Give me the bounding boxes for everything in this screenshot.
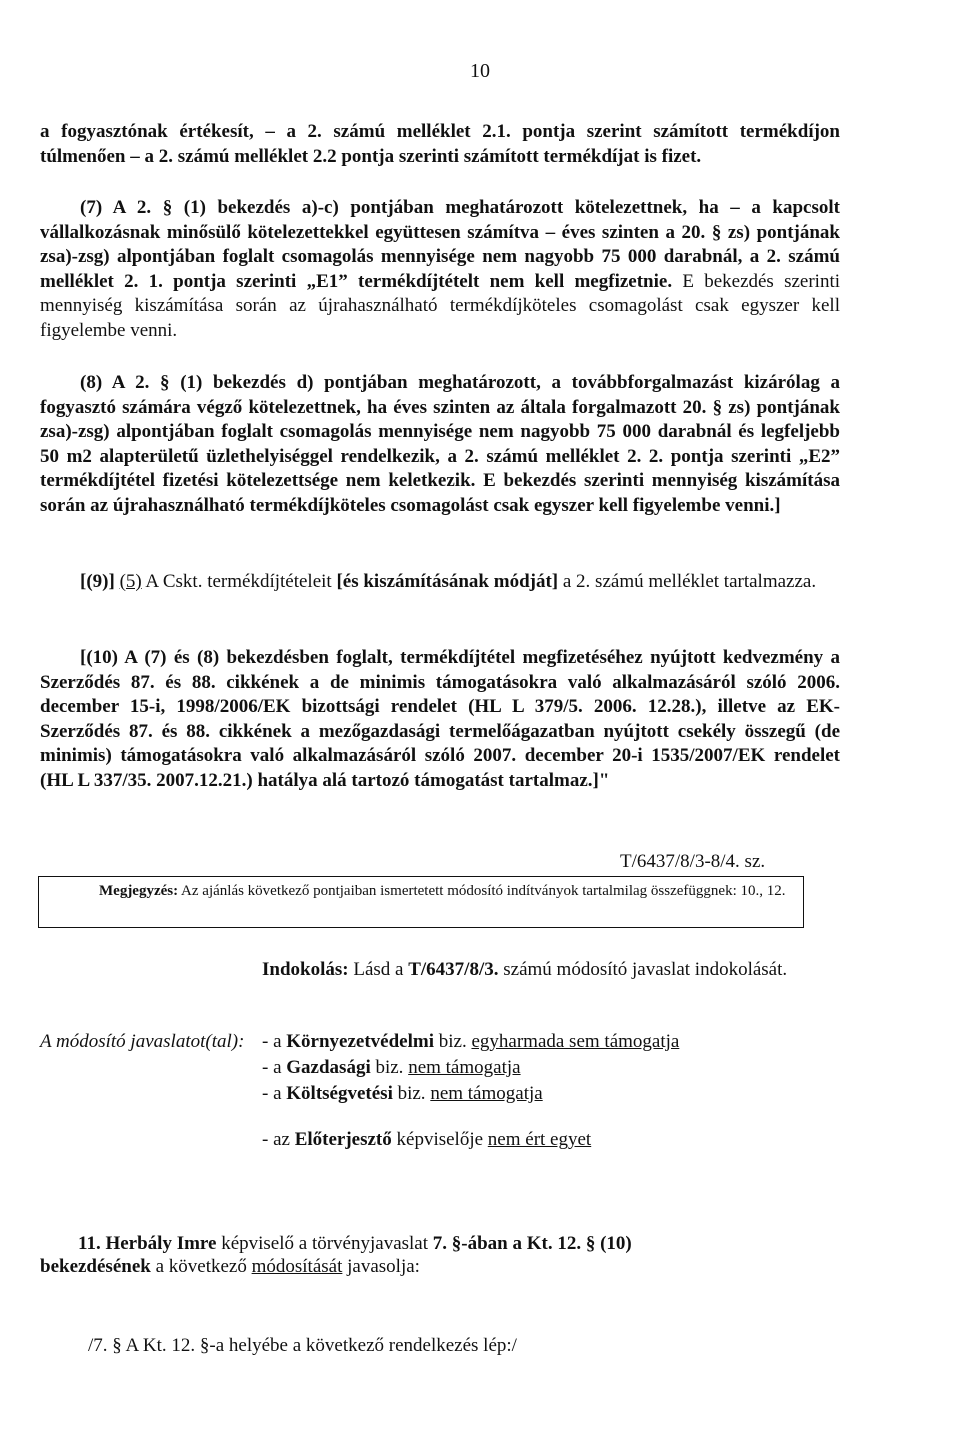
- committee-opinion: [262, 1055, 679, 1081]
- note-label: Megjegyzés:: [99, 883, 179, 899]
- paragraph-7-bold: (7) A 2. § (1) bekezdés a)-c) pontjában meghatározott kötelezettnek, ha – a kapcsolt vállalkozásnak minősülő kötelezettekkel együttesen számítva – éves szinten a 20. § zs) pontjának zsa)-zsg) alpontjában foglalt csomagolás mennyisége nem nagyobb 75 000 darabnál, a 2. számú melléklet 2. 1. pontja szerinti „E1” termékdíjtételt nem kell megfizetnie.: [40, 197, 840, 292]
- amendment-11-line2: [40, 1256, 420, 1278]
- amendment-underlined: módosítását: [251, 1256, 343, 1277]
- paragraph-9-text-a: A Cskt. termékdíjtételeit: [141, 571, 337, 592]
- committee-opinion: [262, 1029, 679, 1055]
- proposer-label: A módosító javaslatot(tal):: [40, 1031, 245, 1052]
- amendment-number: 11.: [78, 1233, 101, 1254]
- amendment-bold-word: bekezdésének: [40, 1256, 151, 1277]
- document-reference: T/6437/8/3-8/4. sz.: [620, 851, 766, 872]
- note-box: [38, 876, 804, 928]
- presenter-prefix: - az: [262, 1129, 295, 1150]
- committee-suffix: biz.: [370, 1057, 409, 1078]
- paragraph-7: [40, 196, 840, 343]
- paragraph-7-regular: E bekezdés szerinti mennyiség kiszámítása során az újrahasználható termékdíjköteles csomagolást csak egyszer kell figyelembe venni.: [40, 270, 841, 341]
- presenter-line: [262, 1127, 591, 1153]
- amendment-text: képviselő a törvényjavaslat: [216, 1233, 433, 1254]
- committee-prefix: - a: [262, 1031, 287, 1052]
- paragraph-9-bracket: [és kiszámításának módját]: [336, 571, 559, 592]
- committee-status: nem támogatja: [430, 1083, 543, 1104]
- committee-opinions: [262, 1029, 679, 1107]
- paragraph-9-text-b: a 2. számú melléklet tartalmazza.: [558, 571, 817, 592]
- committee-name: Költségvetési: [286, 1083, 393, 1104]
- committee-prefix: - a: [262, 1083, 287, 1104]
- justification-ref: T/6437/8/3.: [408, 959, 499, 980]
- committee-status: egyharmada sem támogatja: [471, 1031, 680, 1052]
- committee-prefix: - a: [262, 1057, 287, 1078]
- committee-opinion: [262, 1081, 679, 1107]
- page-number: 10: [470, 60, 490, 82]
- paragraph-9: [40, 570, 840, 595]
- amendment-11: [78, 1232, 814, 1256]
- paragraph-intro: a fogyasztónak értékesít, – a 2. számú melléklet 2.1. pontja szerint számított termékdíjon túlmenően – a 2. számú melléklet 2.2 pontja szerinti számított termékdíjat is fizet.: [40, 121, 840, 167]
- amendment-reference: 7. §-ában a Kt. 12. § (10): [432, 1233, 632, 1254]
- amendment-line2-end: javasolja:: [342, 1256, 420, 1277]
- justification: [262, 958, 822, 982]
- note-text: Az ajánlás következő pontjaiban ismertetett módosító indítványok tartalmilag összefüggnek: 10., 12.: [178, 883, 786, 899]
- committee-suffix: biz.: [392, 1083, 431, 1104]
- justification-text-a: Lásd a: [348, 959, 409, 980]
- presenter-opinion: [262, 1127, 591, 1153]
- justification-text-b: számú módosító javaslat indokolását.: [498, 959, 788, 980]
- presenter-suffix: képviselője: [391, 1129, 488, 1150]
- justification-label: Indokolás:: [262, 959, 349, 980]
- committee-name: Gazdasági: [286, 1057, 371, 1078]
- amendment-line2-text: a következő: [150, 1256, 252, 1277]
- paragraph-8: (8) A 2. § (1) bekezdés d) pontjában meghatározott, a továbbforgalmazást kizárólag a fogyasztó számára végző kötelezettnek, ha éves szinten az általa forgalmazott 20. § zs) pontjának zsa)-zsg) alpontjában foglalt csomagolás mennyisége nem nagyobb 75 000 darabnál és legfeljebb 50 m2 alapterületű üzlethelyiséggel rendelkezik, a 2. számú melléklet 2. 2. pontja szerinti „E2” termékdíjtétel fizetési kötelezettsége nem keletkezik. E bekezdés szerinti mennyiség kiszámítása során az újrahasználható termékdíjköteles csomagolást csak egyszer kell figyelembe venni.]: [40, 372, 840, 516]
- paragraph-10: [(10) A (7) és (8) bekezdésben foglalt, termékdíjtétel megfizetéséhez nyújtott kedvezmény a Szerződés 87. és 88. cikkének a de minimis támogatásokra való alkalmazásáról szóló 2006. december 15-i, 1998/2006/EK bizottsági rendelet (HL L 379/5. 2006. 12.28.), illetve az EK-Szerződés 87. és 88. cikkének a mezőgazdasági termelőágazatban nyújtott csekély összegű (de minimis) támogatásokra való alkalmazásáról szóló 2007. december 20-i 1535/2007/EK rendelet (HL L 337/35. 2007.12.21.) hatálya alá tartozó támogatást tartalmaz.]": [40, 647, 840, 791]
- committee-suffix: biz.: [434, 1031, 472, 1052]
- presenter-name: Előterjesztő: [294, 1129, 392, 1150]
- paragraph-9-old-number: [(9)]: [80, 571, 115, 592]
- amendment-quote: /7. § A Kt. 12. §-a helyébe a következő rendelkezés lép:/: [88, 1335, 517, 1356]
- committee-status: nem támogatja: [408, 1057, 521, 1078]
- presenter-status: nem ért egyet: [487, 1129, 592, 1150]
- committee-name: Környezetvédelmi: [286, 1031, 434, 1052]
- paragraph-9-new-number: (5): [119, 571, 142, 592]
- amendment-proposer: Herbály Imre: [105, 1233, 217, 1254]
